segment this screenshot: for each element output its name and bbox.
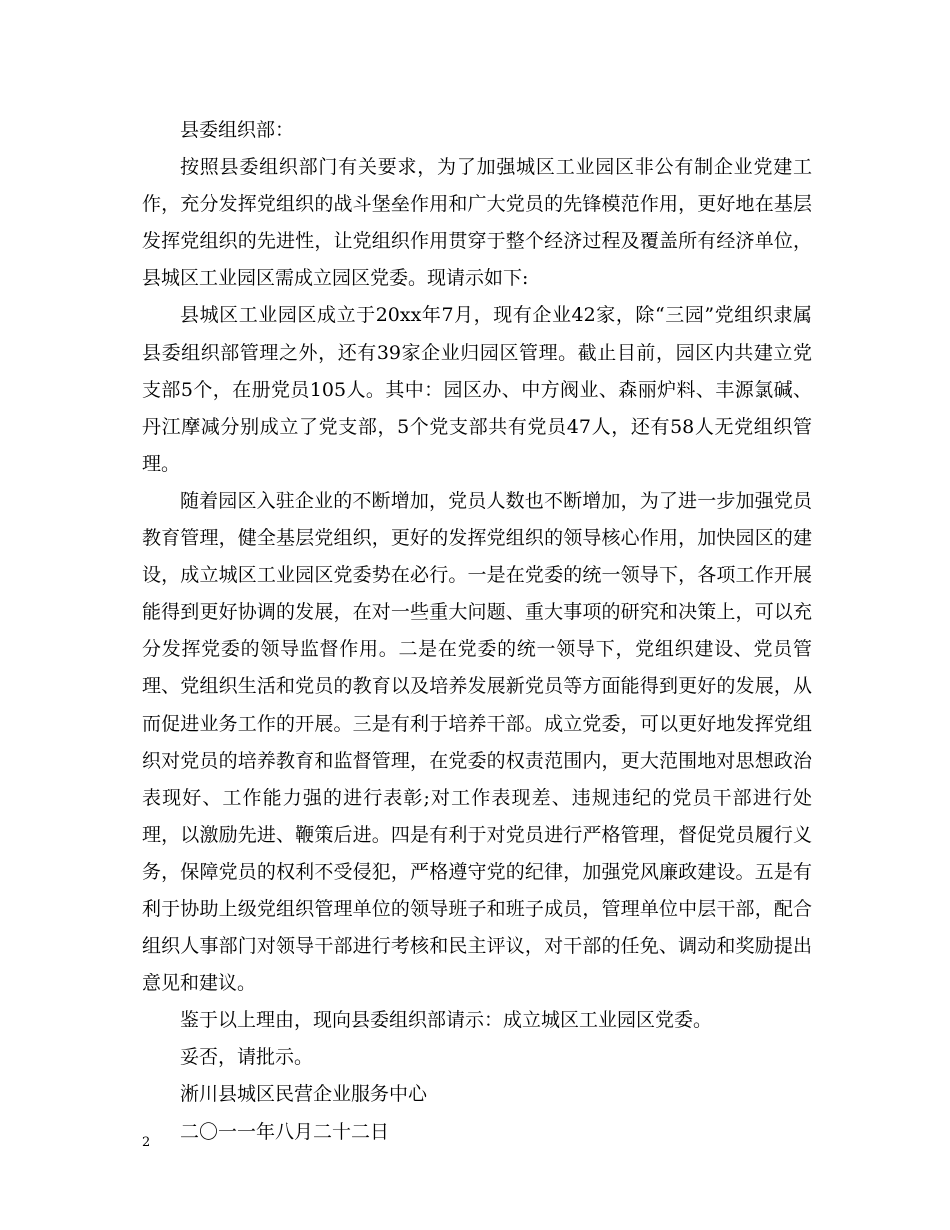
document-date: 二〇一一年八月二十二日 (180, 1120, 390, 1143)
paragraph-closing: 妥否，请批示。 (180, 1046, 314, 1069)
paragraph-reasons: 随着园区入驻企业的不断增加，党员人数也不断增加，为了进一步加强党员教育管理，健全基层党组织，更好的发挥党组织的领导核心作用，加快园区的建设，成立城区工业园区党委势在必行。一是在党委的统一领导下，各项工作开展能得到更好协调的发展，在对一些重大问题、重大事项的研究和决策上，可以充分发挥党委的领导监督作用。二是在党委的统一领导下，党组织建设、党员管理、党组织生活和党员的教育以及培养发展新党员等方面能得到更好的发展，从而促进业务工作的开展。三是有利于培养干部。成立党委，可以更好地发挥党组织对党员的培养教育和监督管理，在党委的权责范围内，更大范围地对思想政治表现好、工作能力强的进行表彰;对工作表现差、违规违纪的党员干部进行处理，以激励先进、鞭策后进。四是有利于对党员进行严格管理，督促党员履行义务，保障党员的权利不受侵犯，严格遵守党的纪律，加强党风廉政建设。五是有利于协助上级党组织管理单位的领导班子和班子成员，管理单位中层干部，配合组织人事部门对领导干部进行考核和民主评议，对干部的任免、调动和奖励提出意见和建议。 (142, 489, 812, 995)
document-body (142, 112, 812, 1151)
paragraph-request-intro: 按照县委组织部门有关要求，为了加强城区工业园区非公有制企业党建工作，充分发挥党组织的战斗堡垒作用和广大党员的先锋模范作用，更好地在基层发挥党组织的先进性，让党组织作用贯穿于整个经济过程及覆盖所有经济单位，县城区工业园区需成立园区党委。现请示如下: (142, 156, 812, 290)
salutation: 县委组织部： (180, 119, 295, 141)
paragraph-park-status: 县城区工业园区成立于20xx年7月，现有企业42家，除“三园”党组织隶属县委组织部管理之外，还有39家企业归园区管理。截止目前，园区内共建立党支部5个，在册党员105人。其中：园区办、中方阀业、森丽炉料、丰源氯碱、丹江摩减分别成立了党支部，5个党支部共有党员47人，还有58人无党组织管理。 (142, 304, 812, 475)
signature: 淅川县城区民营企业服务中心 (180, 1083, 428, 1106)
page-number: 2 (142, 1135, 151, 1150)
paragraph-request: 鉴于以上理由，现向县委组织部请示：成立城区工业园区党委。 (180, 1009, 713, 1032)
